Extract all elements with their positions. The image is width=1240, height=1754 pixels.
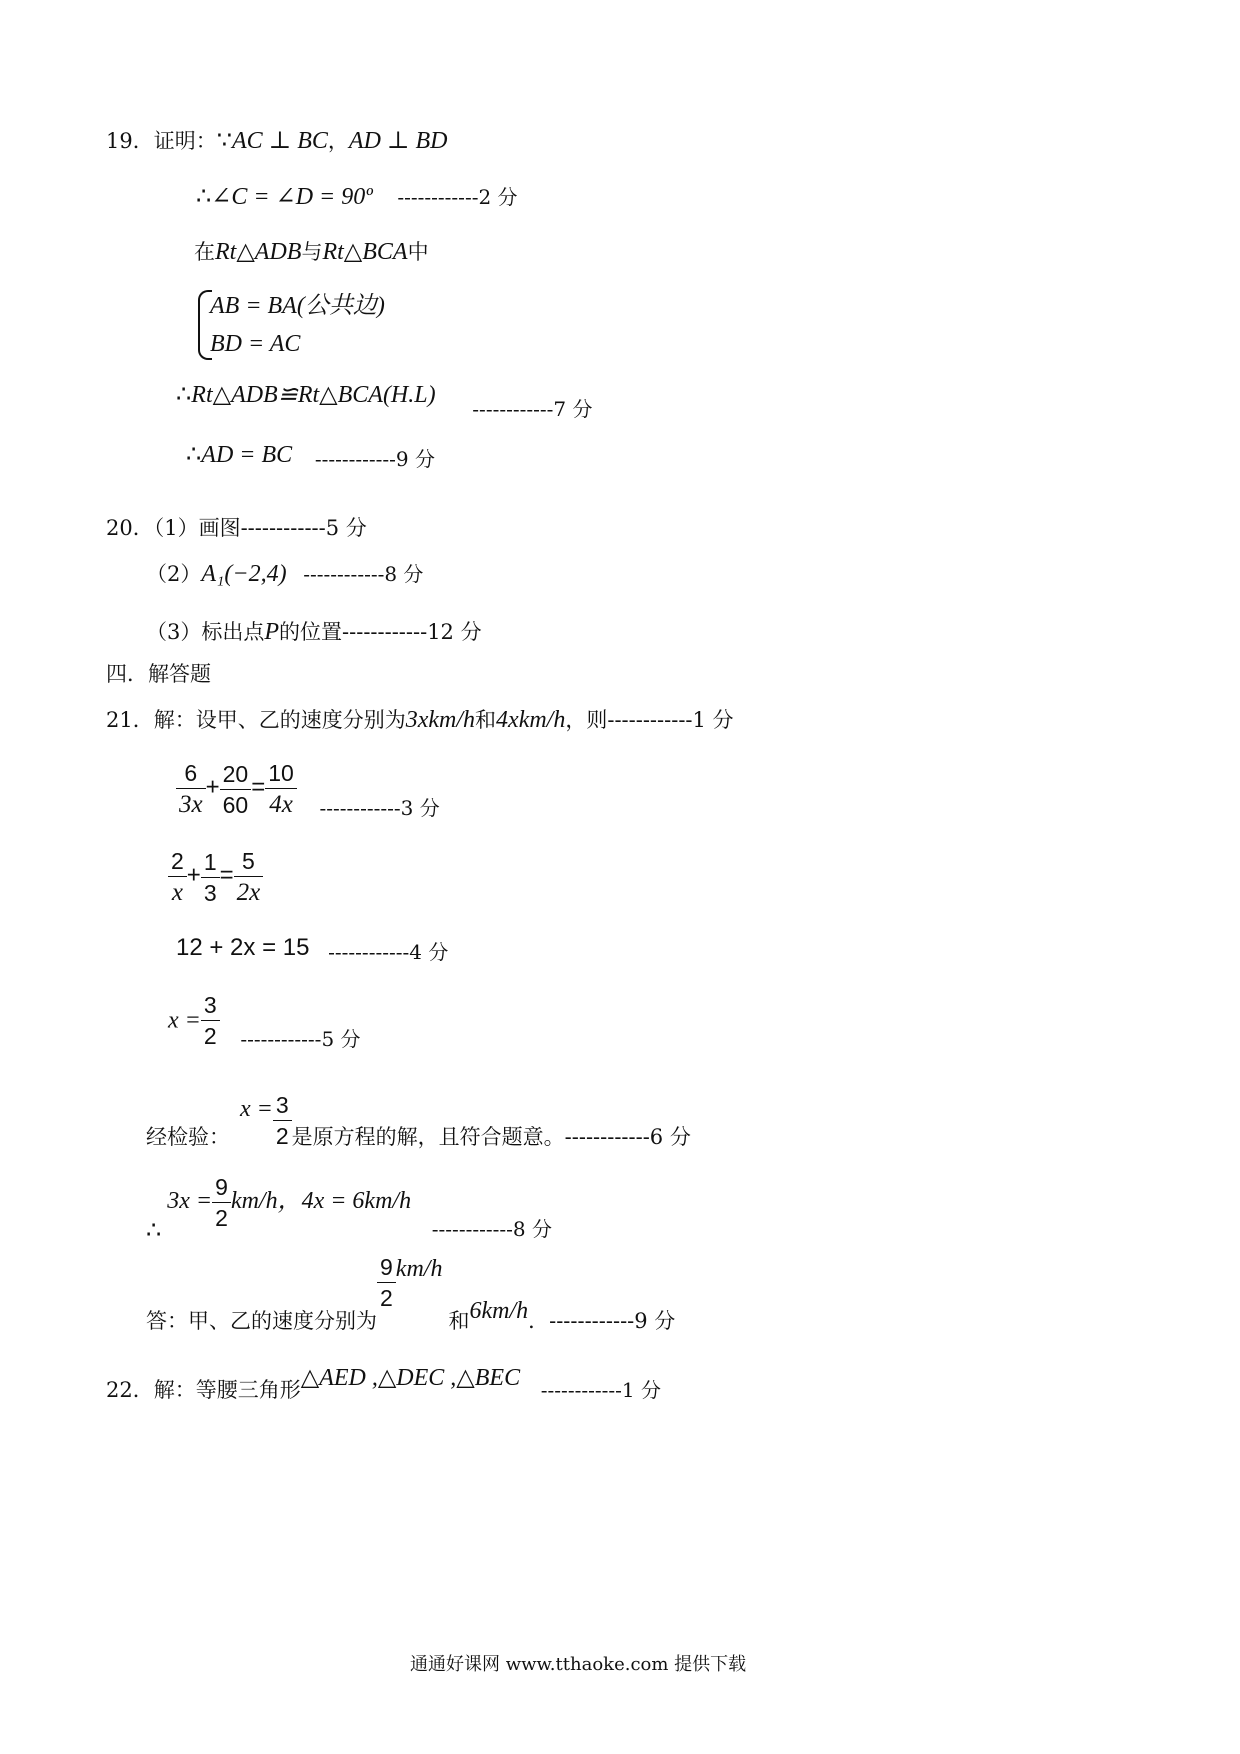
and-text: 与 — [301, 240, 323, 264]
fraction: $\frac{9}{2}$ — [377, 1252, 396, 1313]
isosceles-triangles: △AED ,△DEC ,△BEC — [300, 1365, 521, 1391]
fraction: $\frac{5}{2x}$ — [234, 846, 264, 908]
q20-part2-label: （2） — [146, 562, 202, 586]
verification-label: 经检验： — [146, 1125, 230, 1149]
speed-jia: 3xkm/h — [405, 707, 476, 733]
x-equals: x = — [168, 1007, 201, 1034]
fraction: $\frac{2}{x}$ — [168, 846, 187, 908]
equals-sign: = — [219, 861, 234, 889]
q20-part3 — [146, 620, 482, 644]
fraction: $\frac{10}{4x}$ — [265, 758, 297, 820]
q19-line1 — [106, 128, 447, 153]
conclusion: AD = BC — [201, 442, 293, 468]
given-perpendicular-1: AC ⊥ BC — [232, 128, 328, 154]
score-3: ------------3 分 — [319, 795, 440, 820]
q22-line — [106, 1365, 661, 1402]
score-1: ------------1 分 — [540, 1378, 661, 1402]
speed-yi: 4xkm/h — [496, 707, 566, 733]
section-heading: 四．解答题 — [106, 662, 211, 686]
middle-text: 中 — [407, 240, 429, 264]
and-text: 和 — [475, 708, 497, 732]
angles-equal: ∠C = ∠D = 90º — [211, 184, 373, 210]
result-line — [146, 1172, 552, 1244]
q19-proof-label: 证明： — [153, 129, 217, 153]
q19-line6 — [186, 440, 436, 471]
fraction: $\frac{9}{2}$ — [212, 1172, 231, 1233]
comma: ， — [327, 129, 349, 153]
score-8: ------------8 分 — [303, 562, 424, 586]
score-8: ------------8 分 — [431, 1217, 552, 1241]
q21-suffix: ，则------------1 分 — [565, 708, 734, 732]
fraction: $\frac{3}{2}$ — [201, 990, 220, 1051]
q20-part2 — [146, 562, 423, 586]
q20-part3-prefix: （3）标出点 — [146, 620, 265, 644]
system-line-2: BD = AC — [210, 331, 301, 357]
q20-part3-suffix: 的位置------------12 分 — [279, 620, 482, 644]
equation-3 — [176, 934, 449, 964]
and-text: 和 — [448, 1309, 470, 1333]
page-footer: 通通好课网 www.tthaoke.com 提供下载 — [410, 1654, 747, 1675]
equals-sign: = — [251, 773, 266, 801]
q19-number: 19． — [106, 129, 154, 153]
point-a1: A₁(−2,4) — [201, 561, 287, 587]
equation-1 — [176, 758, 440, 820]
therefore-symbol: ∴ — [176, 380, 192, 408]
point-p: P — [264, 619, 280, 645]
therefore-symbol: ∴ — [146, 1216, 162, 1244]
speed-yi-value: 6km/h — [469, 1298, 529, 1324]
fraction: $\frac{6}{3x}$ — [176, 758, 206, 820]
q21-prefix: 21．解：设甲、乙的速度分别为 — [106, 708, 406, 732]
given-perpendicular-2: AD ⊥ BD — [348, 128, 448, 154]
plus-sign: + — [186, 861, 201, 889]
speed-values: km/h，4x = 6km/h — [230, 1188, 412, 1214]
q19-line3 — [194, 240, 429, 264]
therefore-symbol: ∴ — [186, 440, 202, 468]
score-7: ------------7 分 — [472, 397, 593, 421]
q20-part1: 20．（1）画图------------5 分 — [106, 516, 367, 540]
answer-prefix: 答：甲、乙的速度分别为 — [146, 1309, 377, 1333]
score-2: ------------2 分 — [397, 185, 518, 209]
system-line-1: AB = BA(公共边) — [210, 293, 385, 319]
therefore-symbol: ∴ — [196, 182, 212, 210]
q22-prefix: 22．解：等腰三角形 — [106, 1378, 301, 1402]
fraction: $\frac{3}{2}$ — [273, 1090, 292, 1151]
in-text: 在 — [194, 240, 215, 264]
triangle-adb: Rt△ADB — [215, 239, 302, 265]
verification-line — [146, 1082, 691, 1149]
q19-line2 — [196, 184, 518, 209]
because-symbol: ∵ — [216, 126, 233, 154]
speed-3x: 3x = — [167, 1188, 213, 1214]
speed-unit: km/h — [395, 1256, 443, 1282]
triangle-bca: Rt△BCA — [322, 239, 408, 265]
fraction: $\frac{1}{3}$ — [201, 847, 220, 908]
score-5: ------------5 分 — [240, 1027, 361, 1051]
score-9: ------------9 分 — [314, 447, 436, 471]
verification-text: 是原方程的解，且符合题意。------------6 分 — [291, 1125, 691, 1149]
plus-sign: + — [205, 773, 220, 801]
equation-2 — [168, 846, 263, 908]
answer-suffix: ．------------9 分 — [528, 1309, 676, 1333]
answer-line — [146, 1254, 676, 1333]
congruence-statement: Rt△ADB≌Rt△BCA(H.L) — [191, 382, 436, 408]
score-4: ------------4 分 — [328, 940, 449, 964]
q21-setup — [106, 708, 734, 732]
q19-line5 — [176, 380, 593, 421]
linear-equation: 12 + 2x = 15 — [176, 934, 310, 961]
fraction: $\frac{20}{60}$ — [220, 759, 252, 820]
equation-4 — [168, 990, 361, 1051]
x-equals: x = — [240, 1096, 273, 1122]
